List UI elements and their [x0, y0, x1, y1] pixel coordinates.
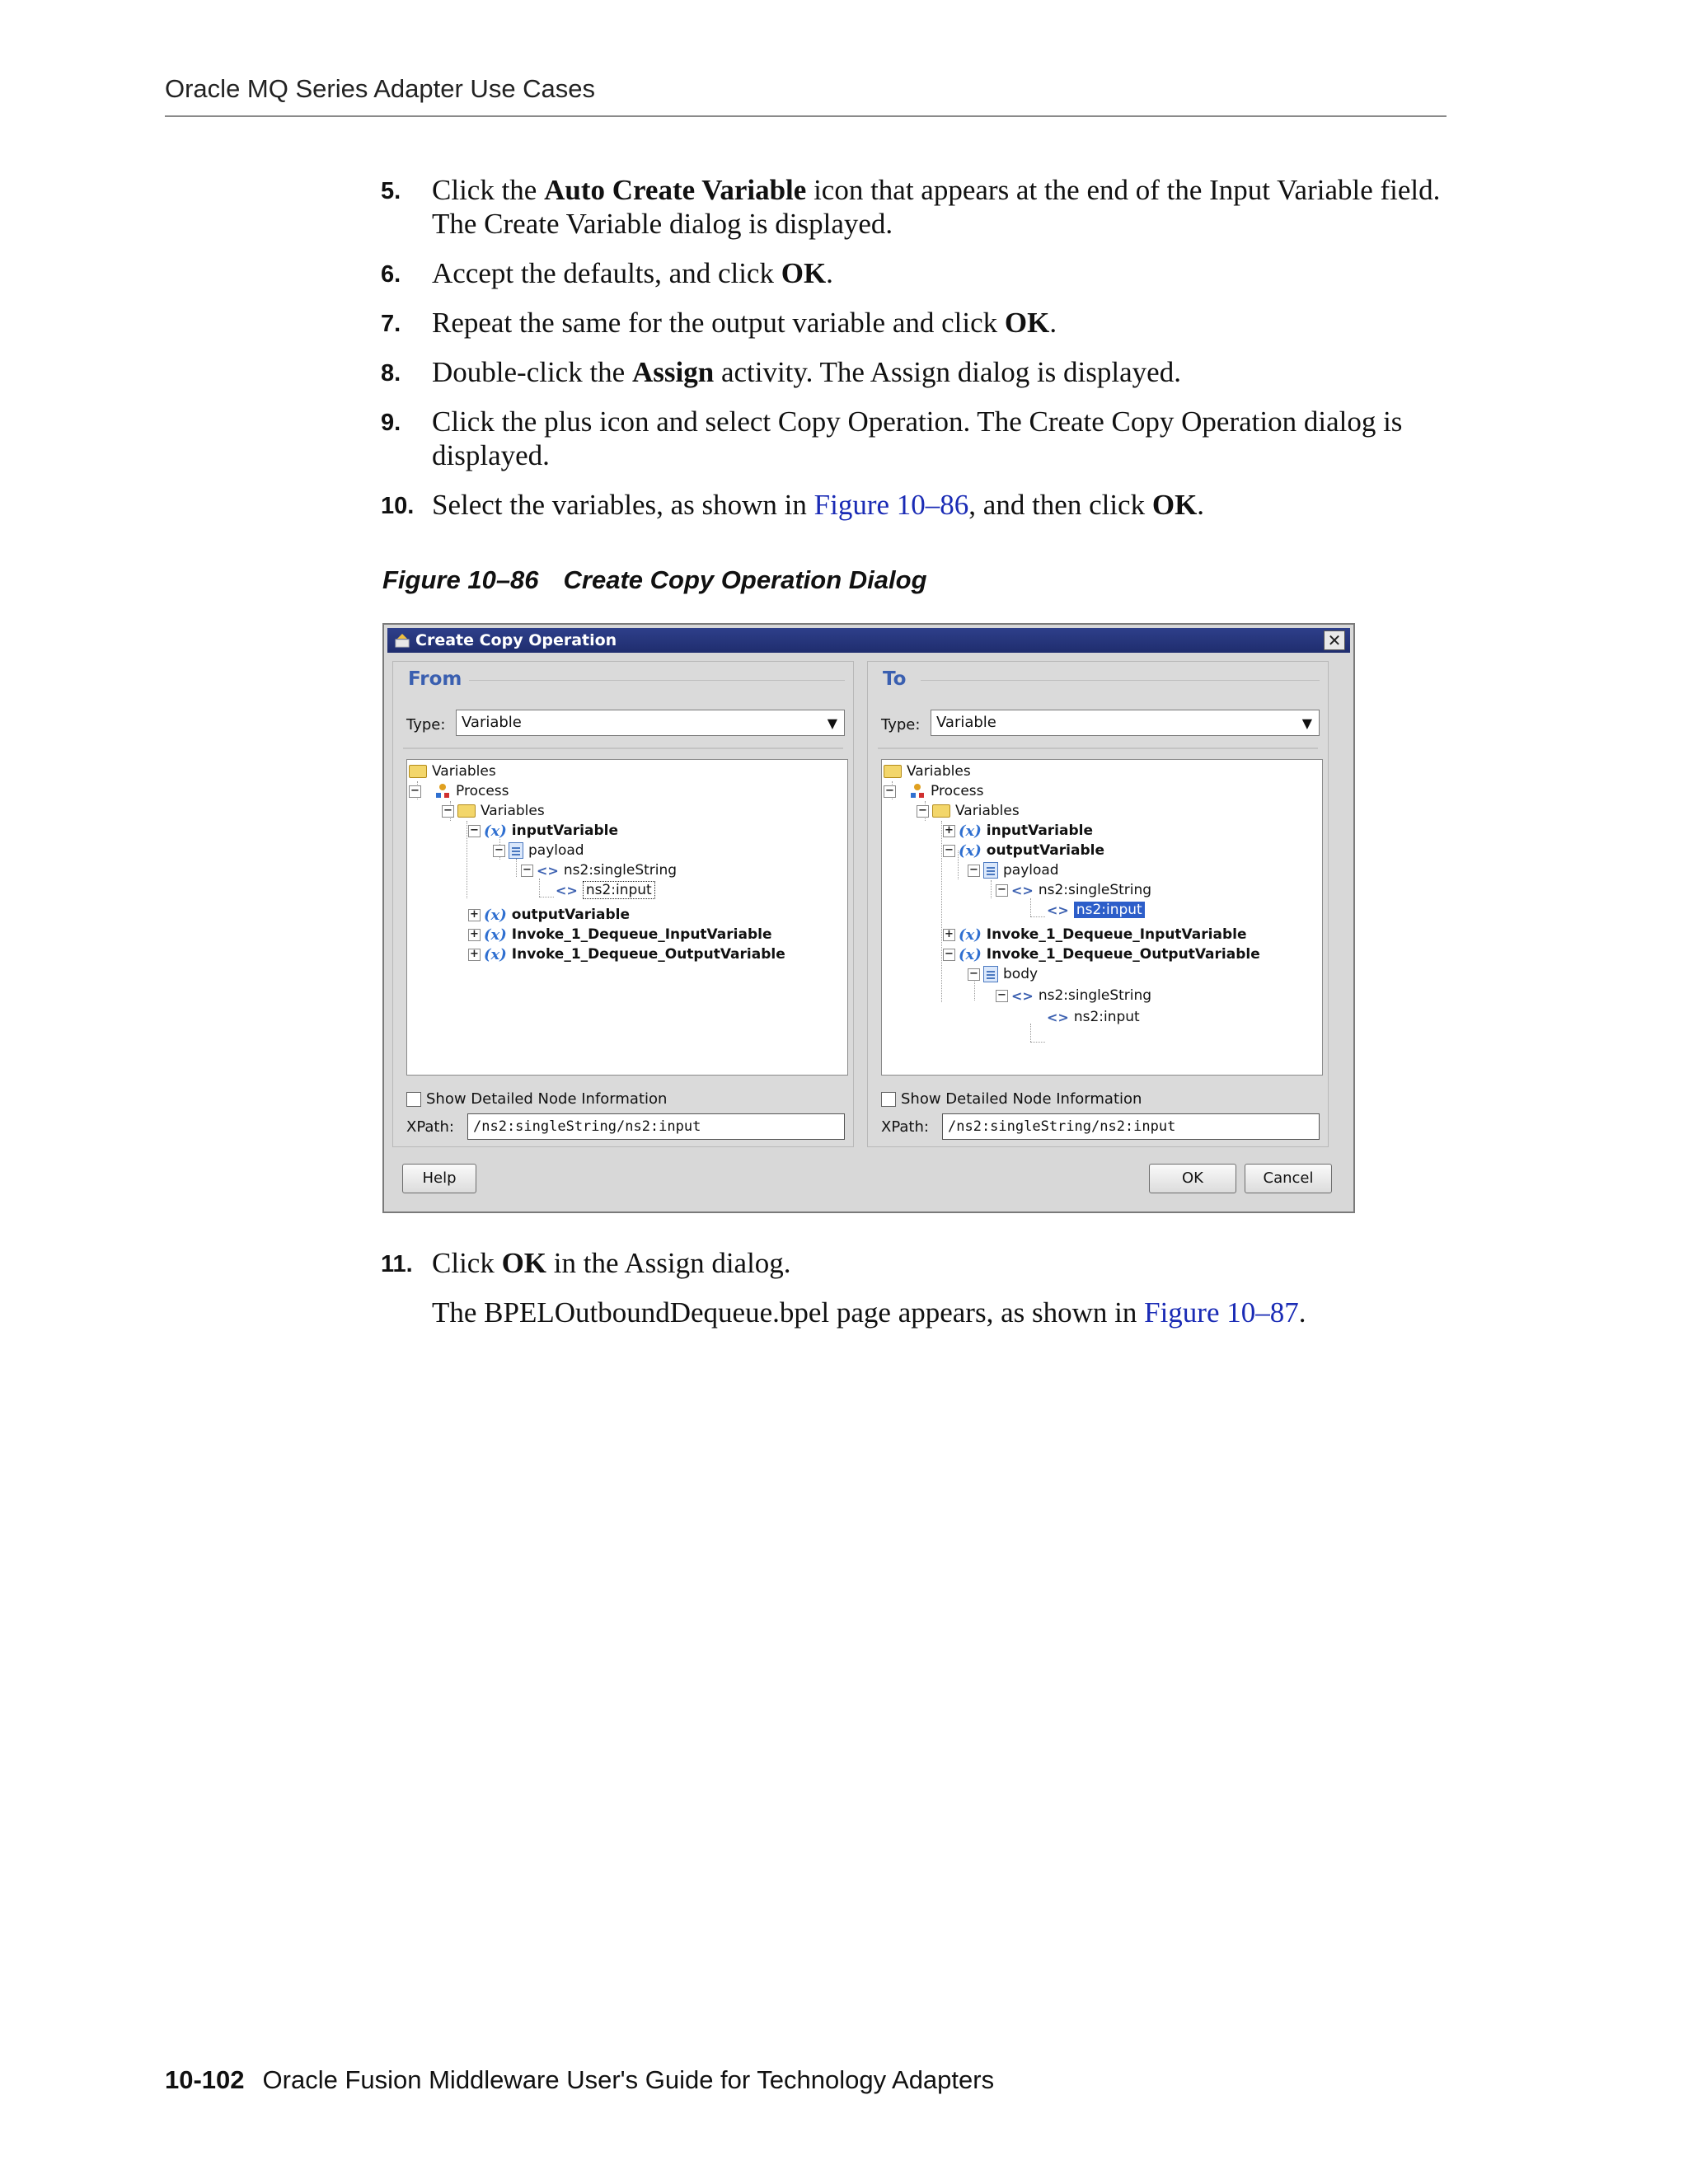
- from-xpath-input[interactable]: /ns2:singleString/ns2:input: [467, 1113, 845, 1140]
- figure-title: Create Copy Operation Dialog: [563, 565, 927, 594]
- type-rule: [403, 748, 843, 749]
- folder-icon: [409, 765, 427, 778]
- to-heading: To: [883, 668, 907, 690]
- tree-node[interactable]: <> ns2:input: [1047, 1009, 1140, 1025]
- tree-node[interactable]: − (x) outputVariable: [943, 841, 1104, 860]
- element-icon: <>: [1047, 1009, 1069, 1025]
- create-copy-operation-dialog: [382, 623, 1355, 1213]
- collapse-icon[interactable]: −: [917, 805, 929, 818]
- show-detail-checkbox[interactable]: [881, 1090, 1142, 1108]
- checkbox-label: Show Detailed Node Information: [426, 1090, 668, 1108]
- tree-node[interactable]: + (x) inputVariable: [943, 821, 1093, 841]
- step-number: 11.: [381, 1251, 413, 1277]
- from-tree[interactable]: [406, 759, 848, 1076]
- dialog-titlebar: [387, 628, 1350, 653]
- ok-button[interactable]: OK: [1149, 1164, 1236, 1193]
- collapse-icon[interactable]: −: [409, 785, 421, 798]
- collapse-icon[interactable]: −: [968, 968, 980, 981]
- step-number: 5.: [381, 178, 401, 204]
- book-title: Oracle Fusion Middleware User's Guide for Technology Adapters: [262, 2065, 995, 2094]
- figure-link[interactable]: Figure 10–87: [1144, 1296, 1299, 1329]
- collapse-icon[interactable]: −: [521, 865, 533, 877]
- collapse-icon[interactable]: −: [943, 949, 955, 961]
- steps-list-continued: [381, 1246, 1444, 1345]
- collapse-icon[interactable]: −: [493, 845, 505, 857]
- variable-icon: (x): [959, 926, 982, 944]
- dialog-title: Create Copy Operation: [415, 631, 617, 649]
- select-value: Variable: [462, 714, 522, 731]
- heading-rule: [469, 680, 845, 681]
- step-number: 9.: [381, 410, 401, 436]
- folder-icon: [884, 765, 902, 778]
- payload-icon: [983, 862, 998, 879]
- chevron-down-icon: ▼: [1301, 715, 1312, 731]
- collapse-icon[interactable]: −: [996, 884, 1008, 897]
- to-tree[interactable]: [881, 759, 1323, 1076]
- to-type-label: Type:: [881, 716, 921, 733]
- ui-term: Auto Create Variable: [544, 174, 807, 206]
- from-type-label: Type:: [406, 716, 446, 733]
- header-rule: [165, 115, 1447, 117]
- heading-rule: [921, 680, 1320, 681]
- folder-icon: [932, 804, 950, 818]
- wizard-icon: [394, 632, 410, 649]
- element-icon: <>: [537, 862, 559, 879]
- collapse-icon[interactable]: −: [884, 785, 896, 798]
- process-icon: [434, 783, 451, 799]
- page-footer: [165, 2065, 994, 2095]
- tree-node[interactable]: − Process: [884, 781, 984, 801]
- close-button[interactable]: [1324, 630, 1345, 650]
- tree-node[interactable]: + (x) Invoke_1_Dequeue_InputVariable: [468, 925, 771, 944]
- figure-caption: [382, 565, 927, 595]
- xpath-label: XPath:: [406, 1118, 454, 1136]
- tree-node[interactable]: Variables: [409, 762, 496, 781]
- tree-node[interactable]: − body: [968, 964, 1038, 984]
- tree-node[interactable]: − (x) inputVariable: [468, 821, 618, 841]
- tree-node[interactable]: Variables: [884, 762, 971, 781]
- chevron-down-icon: ▼: [827, 715, 837, 731]
- collapse-icon[interactable]: −: [943, 845, 955, 857]
- select-value: Variable: [936, 714, 996, 731]
- payload-icon: [509, 842, 523, 859]
- to-xpath-input[interactable]: /ns2:singleString/ns2:input: [942, 1113, 1320, 1140]
- expand-icon[interactable]: +: [468, 929, 481, 941]
- expand-icon[interactable]: +: [943, 929, 955, 941]
- collapse-icon[interactable]: −: [442, 805, 454, 818]
- from-heading: From: [408, 668, 462, 690]
- figure-label: Figure 10–86: [382, 565, 539, 594]
- folder-icon: [457, 804, 476, 818]
- tree-node[interactable]: − <> ns2:singleString: [996, 880, 1151, 900]
- step-number: 7.: [381, 311, 401, 337]
- tree-node-selected[interactable]: <> ns2:input: [1047, 900, 1145, 920]
- variable-icon: (x): [484, 945, 507, 963]
- result-paragraph: The BPELOutboundDequeue.bpel page appears, as shown in Figure 10–87.: [432, 1296, 1306, 1329]
- expand-icon[interactable]: +: [468, 949, 481, 961]
- ui-term: OK: [1151, 489, 1198, 521]
- tree-node[interactable]: + (x) outputVariable: [468, 905, 630, 925]
- expand-icon[interactable]: +: [468, 909, 481, 921]
- variable-icon: (x): [484, 926, 507, 944]
- show-detail-checkbox[interactable]: [406, 1090, 667, 1108]
- tree-node[interactable]: − Variables: [442, 801, 545, 821]
- checkbox-box[interactable]: [881, 1092, 896, 1107]
- steps-list: [381, 173, 1444, 537]
- ui-term: OK: [501, 1247, 547, 1279]
- page-number: 10-102: [165, 2065, 245, 2094]
- collapse-icon[interactable]: −: [968, 865, 980, 877]
- variable-icon: (x): [959, 822, 982, 840]
- from-pane: [392, 661, 854, 1147]
- element-icon: <>: [1011, 882, 1034, 898]
- tree-node[interactable]: + (x) Invoke_1_Dequeue_InputVariable: [943, 925, 1246, 944]
- tree-node-selected[interactable]: <> ns2:input: [556, 880, 655, 900]
- collapse-icon[interactable]: −: [468, 825, 481, 837]
- step-number: 8.: [381, 360, 401, 387]
- element-icon: <>: [1047, 902, 1069, 918]
- close-icon: ✕: [1327, 630, 1342, 650]
- checkbox-box[interactable]: [406, 1092, 421, 1107]
- variable-icon: (x): [959, 945, 982, 963]
- element-icon: <>: [1011, 987, 1034, 1004]
- tree-node[interactable]: − <> ns2:singleString: [521, 860, 677, 880]
- to-pane: [867, 661, 1329, 1147]
- step-5: 5. Click the Auto Create Variable icon that appears at the end of the Input Variable field. The Create Variable dialog is displayed.: [381, 174, 1441, 240]
- tree-node[interactable]: + (x) Invoke_1_Dequeue_OutputVariable: [468, 944, 785, 964]
- tree-node[interactable]: − <> ns2:singleString: [996, 986, 1151, 1005]
- help-button[interactable]: Help: [402, 1164, 476, 1193]
- running-header: Oracle MQ Series Adapter Use Cases: [165, 74, 596, 103]
- payload-icon: [983, 966, 998, 982]
- checkbox-label: Show Detailed Node Information: [901, 1090, 1142, 1108]
- step-7: 7. Repeat the same for the output variable and click OK.: [381, 306, 1444, 340]
- step-9: 9. Click the plus icon and select Copy Operation. The Create Copy Operation dialog is displayed.: [381, 405, 1403, 471]
- tree-node[interactable]: − payload: [968, 860, 1059, 880]
- from-type-select[interactable]: [456, 710, 845, 736]
- type-rule: [878, 748, 1318, 749]
- variable-icon: (x): [484, 822, 507, 840]
- ui-term: OK: [1004, 307, 1050, 339]
- step-number: 6.: [381, 261, 401, 288]
- step-6: 6. Accept the defaults, and click OK.: [381, 256, 1444, 290]
- tree-node[interactable]: − (x) Invoke_1_Dequeue_OutputVariable: [943, 944, 1260, 964]
- ui-term: OK: [781, 257, 827, 289]
- collapse-icon[interactable]: −: [996, 990, 1008, 1002]
- step-number: 10.: [381, 493, 415, 519]
- process-icon: [909, 783, 926, 799]
- ui-term: Assign: [631, 356, 715, 388]
- element-icon: <>: [556, 882, 578, 898]
- tree-node[interactable]: − Variables: [917, 801, 1020, 821]
- variable-icon: (x): [959, 841, 982, 860]
- xpath-label: XPath:: [881, 1118, 929, 1136]
- step-10: 10. Select the variables, as shown in Figure 10–86, and then click OK.: [381, 488, 1444, 522]
- step-8: 8. Double-click the Assign activity. The Assign dialog is displayed.: [381, 355, 1444, 389]
- tree-node[interactable]: − payload: [493, 841, 584, 860]
- to-type-select[interactable]: [931, 710, 1320, 736]
- expand-icon[interactable]: +: [943, 825, 955, 837]
- variable-icon: (x): [484, 906, 507, 924]
- cancel-button[interactable]: Cancel: [1245, 1164, 1332, 1193]
- figure-link[interactable]: Figure 10–86: [814, 489, 969, 521]
- step-11: 11. Click OK in the Assign dialog.: [381, 1246, 1444, 1280]
- tree-node[interactable]: − Process: [409, 781, 509, 801]
